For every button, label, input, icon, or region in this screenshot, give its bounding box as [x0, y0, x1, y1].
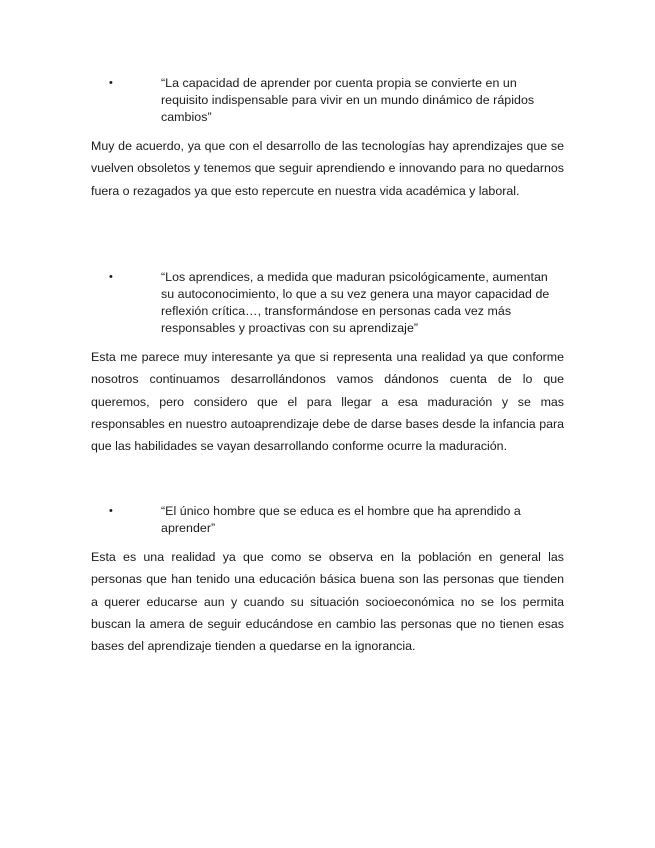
quote-text: “Los aprendices, a medida que maduran psicológicamente, aumentan su autoconocimiento, lo que a su vez genera una mayor capacidad de reflexión crítica…, transformándose en personas cada vez más responsables y proactivas con su aprendizaje” [161, 270, 550, 335]
bullet-dot: • [109, 77, 113, 89]
section-3 [91, 503, 564, 670]
bullet-dot: • [109, 271, 113, 283]
bullet-item [91, 503, 564, 537]
section-1 [91, 75, 564, 214]
commentary-paragraph: Esta es una realidad ya que como se observa en la población en general las personas que han tenido una educación básica buena son las personas que tienden a querer educarse aun y cuando su situación socioeconómica no se los permita buscan la amera de seguir educándose en cambio las personas que no tienen esas bases del aprendizaje tienden a quedarse en la ignorancia. [91, 550, 564, 654]
bullet-item [91, 269, 564, 337]
quote-text: “La capacidad de aprender por cuenta propia se convierte en un requisito indispensable para vivir en un mundo dinámico de rápidos cambios” [161, 76, 535, 124]
bullet-dot: • [109, 505, 113, 517]
bullet-item [91, 75, 564, 126]
section-2 [91, 269, 564, 470]
commentary-paragraph: Esta me parece muy interesante ya que si representa una realidad ya que conforme nosotros continuamos desarrollándonos vamos dándonos cuenta de lo que queremos, pero considero que el para llegar a esa maduración y se mas responsables en nuestro autoaprendizaje debe de darse bases desde la infancia para que las habilidades se vayan desarrollando conforme ocurre la maduración. [91, 350, 564, 454]
commentary-paragraph: Muy de acuerdo, ya que con el desarrollo de las tecnologías hay aprendizajes que se vuelven obsoletos y tenemos que seguir aprendiendo e innovando para no quedarnos fuera o rezagados ya que esto repercute en nuestra vida académica y laboral. [91, 139, 564, 198]
quote-text: “El único hombre que se educa es el hombre que ha aprendido a aprender” [161, 504, 521, 535]
